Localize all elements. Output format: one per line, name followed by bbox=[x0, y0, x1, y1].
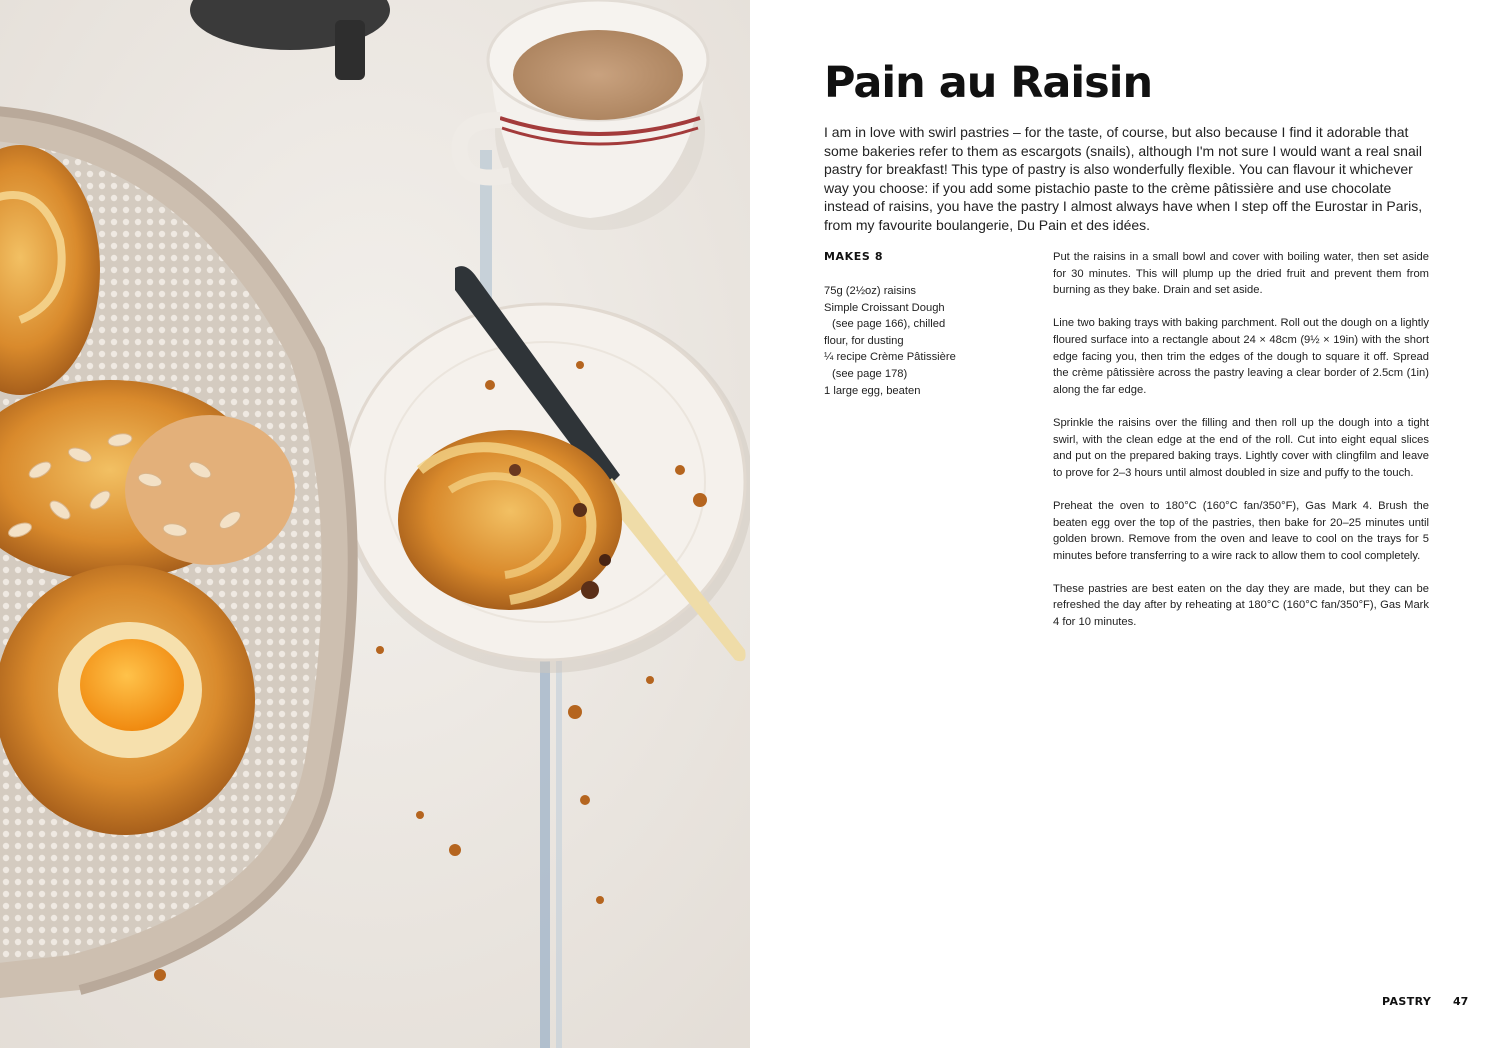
method-step: Sprinkle the raisins over the filling and then roll up the dough into a tight swirl, with the clean edge at the end of the roll. Cut into eight equal slices and put on the prepared baking trays. Lightly cover with clingfilm and leave to prove for 2–3 hours until almost doubled in size and puffy to the touch. bbox=[1053, 416, 1429, 479]
makes-yield: MAKES 8 bbox=[824, 250, 884, 263]
ingredient-item: (see page 178) bbox=[832, 367, 908, 380]
method-step: Line two baking trays with baking parchment. Roll out the dough on a lightly floured surface into a rectangle about 24 × 48cm (9½ × 19in) with the short edge facing you, then trim the edges of the dough to square it off. Spread the crème pâtissière across the pastry leaving a clear border of 2.5cm (1in) along the far edge. bbox=[1053, 317, 1429, 396]
ingredient-item: 75g (2½oz) raisins bbox=[824, 285, 917, 297]
recipe-title: Pain au Raisin bbox=[824, 58, 1153, 108]
ingredient-item: Simple Croissant Dough bbox=[824, 301, 945, 314]
page-number: 47 bbox=[1453, 995, 1469, 1008]
method-step: Put the raisins in a small bowl and cover with boiling water, then set aside for 30 minutes. This will plump up the dried fruit and prevent them from burning as they bake. Drain and set aside. bbox=[1053, 251, 1429, 297]
recipe-intro: I am in love with swirl pastries – for the taste, of course, but also because I find it adorable that some bakeries refer to them as escargots (snails), although I'm not sure I would want a real snail pastry for breakfast! This type of pastry is also wonderfully flexible. You can flavour it whichever way you choose: if you add some pistachio paste to the crème pâtissière and use chocolate instead of raisins, you have the pastry I almost always have when I step off the Eurostar in Paris, from my favourite boulangerie, Du Pain et des idées. bbox=[824, 124, 1423, 233]
method-step: Preheat the oven to 180°C (160°C fan/350°F), Gas Mark 4. Brush the beaten egg over the top of the pastries, then bake for 20–25 minutes until golden brown. Remove from the oven and leave to cool on the trays for 5 minutes before transferring to a wire rack to allow them to cool completely. bbox=[1053, 499, 1429, 562]
ingredient-item: flour, for dusting bbox=[824, 334, 904, 347]
recipe-page bbox=[750, 0, 1500, 1048]
ingredient-list bbox=[824, 283, 1024, 399]
method-steps bbox=[1053, 249, 1429, 647]
method-step: These pastries are best eaten on the day they are made, but they can be refreshed the day after by reheating at 180°C (160°C fan/350°F), Gas Mark 4 for 10 minutes. bbox=[1053, 582, 1429, 629]
ingredient-item: 1 large egg, beaten bbox=[824, 384, 921, 397]
ingredient-item: ¼ recipe Crème Pâtissière bbox=[824, 351, 956, 364]
section-label: PASTRY bbox=[1382, 995, 1432, 1008]
ingredient-item: (see page 166), chilled bbox=[832, 318, 946, 331]
pain-au-raisin bbox=[398, 430, 622, 610]
